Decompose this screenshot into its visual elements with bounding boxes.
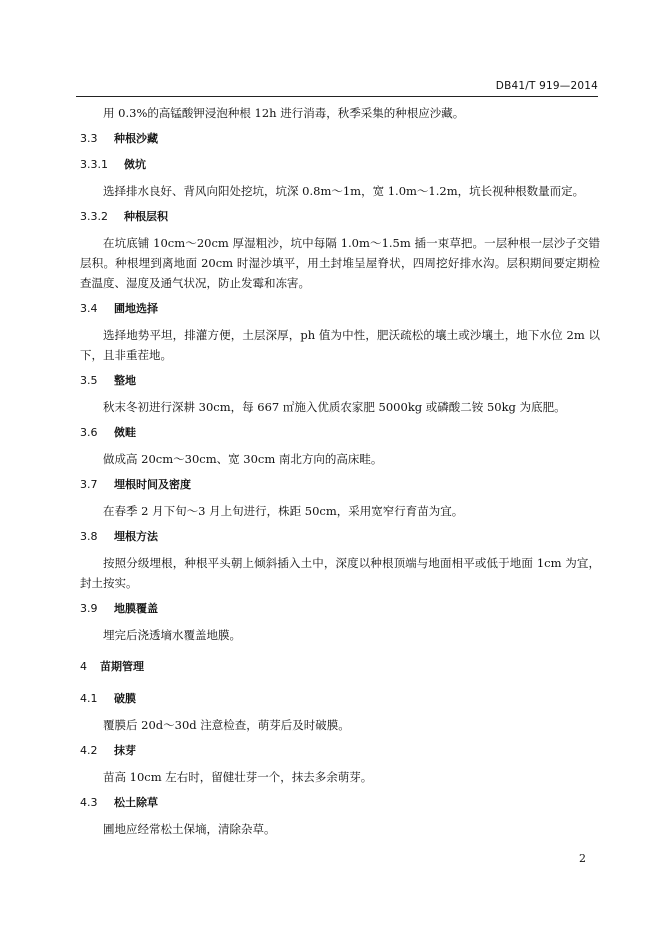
heading-number: 3.9 (80, 602, 98, 615)
heading-title: 抹芽 (114, 744, 136, 757)
paragraph-beds: 做成高 20cm～30cm、宽 30cm 南北方向的高床畦。 (103, 452, 383, 466)
heading-3-5 (80, 371, 600, 391)
paragraph-method: 按照分级埋根，种根平头朝上倾斜插入土中，深度以种根顶端与地面相平或低于地面 1cm 为宜，封土按实。 (80, 556, 600, 590)
heading-number: 3.4 (80, 302, 98, 315)
heading-title: 松土除草 (114, 796, 158, 809)
document-code: DB41/T 919—2014 (495, 80, 598, 92)
heading-number: 3.8 (80, 530, 98, 543)
heading-3-3 (80, 129, 600, 149)
heading-3-9 (80, 599, 600, 619)
heading-3-6 (80, 423, 600, 443)
heading-title: 整地 (114, 374, 136, 387)
heading-3-7 (80, 475, 600, 495)
heading-title: 傚畦 (114, 426, 136, 439)
heading-title: 破膜 (114, 692, 136, 705)
heading-4-3 (80, 793, 600, 813)
paragraph-nursery-site: 选择地势平坦，排灌方便，土层深厚，ph 值为中性，肥沃疏松的壤土或沙壤土，地下水位 2m 以下，且非重茬地。 (80, 328, 600, 362)
heading-title: 傚坑 (124, 158, 146, 171)
heading-number: 3.6 (80, 426, 98, 439)
heading-3-3-2 (80, 207, 600, 227)
heading-title: 种根沙藏 (114, 132, 158, 145)
heading-number: 3.5 (80, 374, 98, 387)
paragraph-disbudding: 苗高 10cm 左右时，留健壮芽一个，抹去多余萌芽。 (103, 770, 373, 784)
paragraph-layering: 在坑底铺 10cm～20cm 厚湿粗沙，坑中每隔 1.0m～1.5m 插一束草把。一层种根一层沙子交错层积。种根埋到离地面 20cm 时湿沙填平，用土封堆呈屋脊状，四周挖好排水沟。层积期间要定期检查温度、湿度及通气状况，防止发霉和冻害。 (80, 236, 600, 290)
paragraph-disinfection: 用 0.3%的高锰酸钾浸泡种根 12h 进行消毒，秋季采集的种根应沙藏。 (103, 106, 465, 120)
heading-title: 地膜覆盖 (114, 602, 158, 615)
heading-number: 3.7 (80, 478, 98, 491)
paragraph-pit: 选择排水良好、背风向阳处挖坑，坑深 0.8m～1m，宽 1.0m～1.2m，坑长视种根数量而定。 (103, 184, 585, 198)
page-number: 2 (579, 852, 586, 865)
heading-4 (80, 657, 600, 677)
paragraph-mulch: 埋完后浇透墒水覆盖地膜。 (103, 628, 241, 642)
document-body (80, 103, 600, 839)
heading-number: 4 (80, 660, 87, 673)
heading-3-4 (80, 299, 600, 319)
heading-number: 4.2 (80, 744, 98, 757)
header-divider (76, 96, 598, 97)
heading-number: 4.1 (80, 692, 98, 705)
heading-title: 埋根时间及密度 (114, 478, 191, 491)
heading-3-8 (80, 527, 600, 547)
paragraph-weeding: 圃地应经常松土保墒，清除杂草。 (103, 822, 276, 836)
heading-4-2 (80, 741, 600, 761)
heading-number: 3.3.1 (80, 158, 108, 171)
heading-number: 3.3.2 (80, 210, 108, 223)
heading-title: 埋根方法 (114, 530, 158, 543)
paragraph-timing: 在春季 2 月下旬～3 月上旬进行，株距 50cm，采用宽窄行育苗为宜。 (103, 504, 464, 518)
heading-number: 4.3 (80, 796, 98, 809)
heading-title: 种根层积 (124, 210, 168, 223)
heading-4-1 (80, 689, 600, 709)
heading-number: 3.3 (80, 132, 98, 145)
paragraph-film-break: 覆膜后 20d～30d 注意检查，萌芽后及时破膜。 (103, 718, 350, 732)
heading-3-3-1 (80, 155, 600, 175)
heading-title: 圃地选择 (114, 302, 158, 315)
heading-title: 苗期管理 (100, 660, 144, 673)
paragraph-land-prep: 秋末冬初进行深耕 30cm，每 667 ㎡施入优质农家肥 5000kg 或磷酸二铵 50kg 为底肥。 (103, 400, 566, 414)
